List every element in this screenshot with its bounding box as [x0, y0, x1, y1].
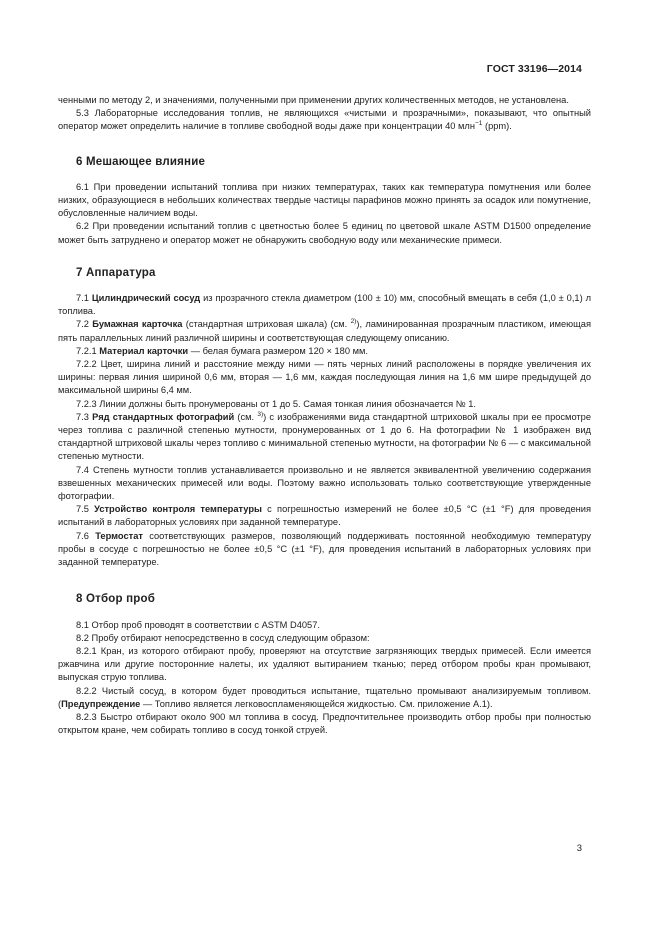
- paragraph-6-1: 6.1 При проведении испытаний топлива при низких температурах, таких как температура помутнения или более низких, образующиеся в небольших количествах твердые частицы парафинов можно принять за осадок или помутнение, обусловленные наличием воды.: [58, 181, 591, 219]
- section-6-title: 6 Мешающее влияние: [76, 155, 206, 168]
- standard-code: ГОСТ 33196—2014: [486, 63, 582, 75]
- section-7-title: 7 Аппаратура: [76, 266, 156, 279]
- paragraph-7-3: 7.3 Ряд стандартных фотографий (см. $^{3)}$) с изображениями вида стандартной штриховой шкалы при ее просмотре через топлива с различной степенью мутности, пронумерованных от 1 до 6. На фотографии № 1 изображен вид стандартной штриховой шкалы через топливо с минимальной степенью мутности, на фотографии № 6 — с максимальной степенью мутности.: [58, 410, 592, 462]
- page-number: 3: [576, 843, 582, 854]
- paragraph-8-1: 8.1 Отбор проб проводят в соответствии с ASTM D4057.: [76, 619, 320, 630]
- paragraph: ченными по методу 2, и значениями, полученными при применении других количественных методов, не установлена.: [58, 95, 569, 105]
- section-8-title: 8 Отбор проб: [76, 593, 156, 606]
- paragraph-7-5: 7.5 Устройство контроля температуры с погрешностью измерений не более ±0,5 °С (±1 °F) для проведения испытаний в лабораторных условиях при заданной температуре.: [58, 504, 591, 528]
- paragraph-8-2-3: 8.2.3 Быстро отбирают около 900 мл топлива в сосуд. Предпочтительнее производить отбор пробы при полностью открытом кране, чем собирать топливо в сосуд тонкой струей.: [58, 711, 591, 736]
- paragraph-7-2-1: 7.2.1 Материал карточки — белая бумага размером 120 × 180 мм.: [76, 345, 368, 356]
- paragraph-7-1: 7.1 Цилиндрический сосуд из прозрачного стекла диаметром (100 ± 10) мм, способный вмещать в себя (1,0 ± 0,1) л топлива.: [58, 293, 592, 317]
- paragraph-6-2: 6.2 При проведении испытаний топлив с цветностью более 5 единиц по цветовой шкале ASTM D1500 определение может быть затруднено и оператор может не обнаружить свободную воду или механические примеси.: [58, 221, 591, 245]
- paragraph-8-2-2: 8.2.2 Чистый сосуд, в котором будет проводиться испытание, тщательно промывают анализируемым топливом. (Предупреждение — Топливо является легковоспламеняющейся жидкостью. См. приложение А.1).: [58, 685, 591, 709]
- document-body: [58, 94, 591, 737]
- paragraph-7-4: 7.4 Степень мутности топлив устанавливается произвольно и не является эквивалентной увеличению содержания взвешенных механических примесей или воды. Поэтому важно использовать только соответствующие утвержденные фотографии.: [58, 464, 591, 502]
- paragraph-5-3: 5.3 Лабораторные исследования топлив, не являющихся «чистыми и прозрачными», показывают, что опытный оператор может определить наличие в топливе свободной воды даже при концентрации 40 млн$^{-1}$ (ppm).: [58, 108, 591, 132]
- paragraph-8-2-1: 8.2.1 Кран, из которого отбирают пробу, проверяют на отсутствие загрязняющих твердых примесей. Если имеется ржавчина или другие посторонние налеты, их удаляют вытиранием тканью; перед отбором пробы кран промывают, выпуская струю топлива.: [58, 645, 591, 683]
- paragraph-7-6: 7.6 Термостат соответствующих размеров, позволяющий поддерживать постоянной необходимую температуру пробы в сосуде с погрешностью не более ±0,5 °С (±1 °F), для проведения испытаний в лабораторных условиях при заданной температуре.: [58, 530, 591, 568]
- paragraph-7-2-2: 7.2.2 Цвет, ширина линий и расстояние между ними — пять черных линий расположены в порядке увеличения их ширины: первая линия шириной 0,6 мм, вторая — 1,6 мм, каждая последующая линия на 1,6 мм шире предыдущей до максимальной ширины 6,4 мм.: [58, 359, 591, 396]
- paragraph-8-2: 8.2 Пробу отбирают непосредственно в сосуд следующим образом:: [76, 632, 370, 643]
- paragraph-7-2-3: 7.2.3 Линии должны быть пронумерованы от 1 до 5. Самая тонкая линия обозначается № 1.: [76, 398, 476, 409]
- paragraph-7-2: 7.2 Бумажная карточка (стандартная штриховая шкала) (см. $^{2)}$), ламинированная прозрачным пластиком, имеющая пять параллельных линий различной ширины и соответствующая следующему описанию.: [58, 318, 592, 343]
